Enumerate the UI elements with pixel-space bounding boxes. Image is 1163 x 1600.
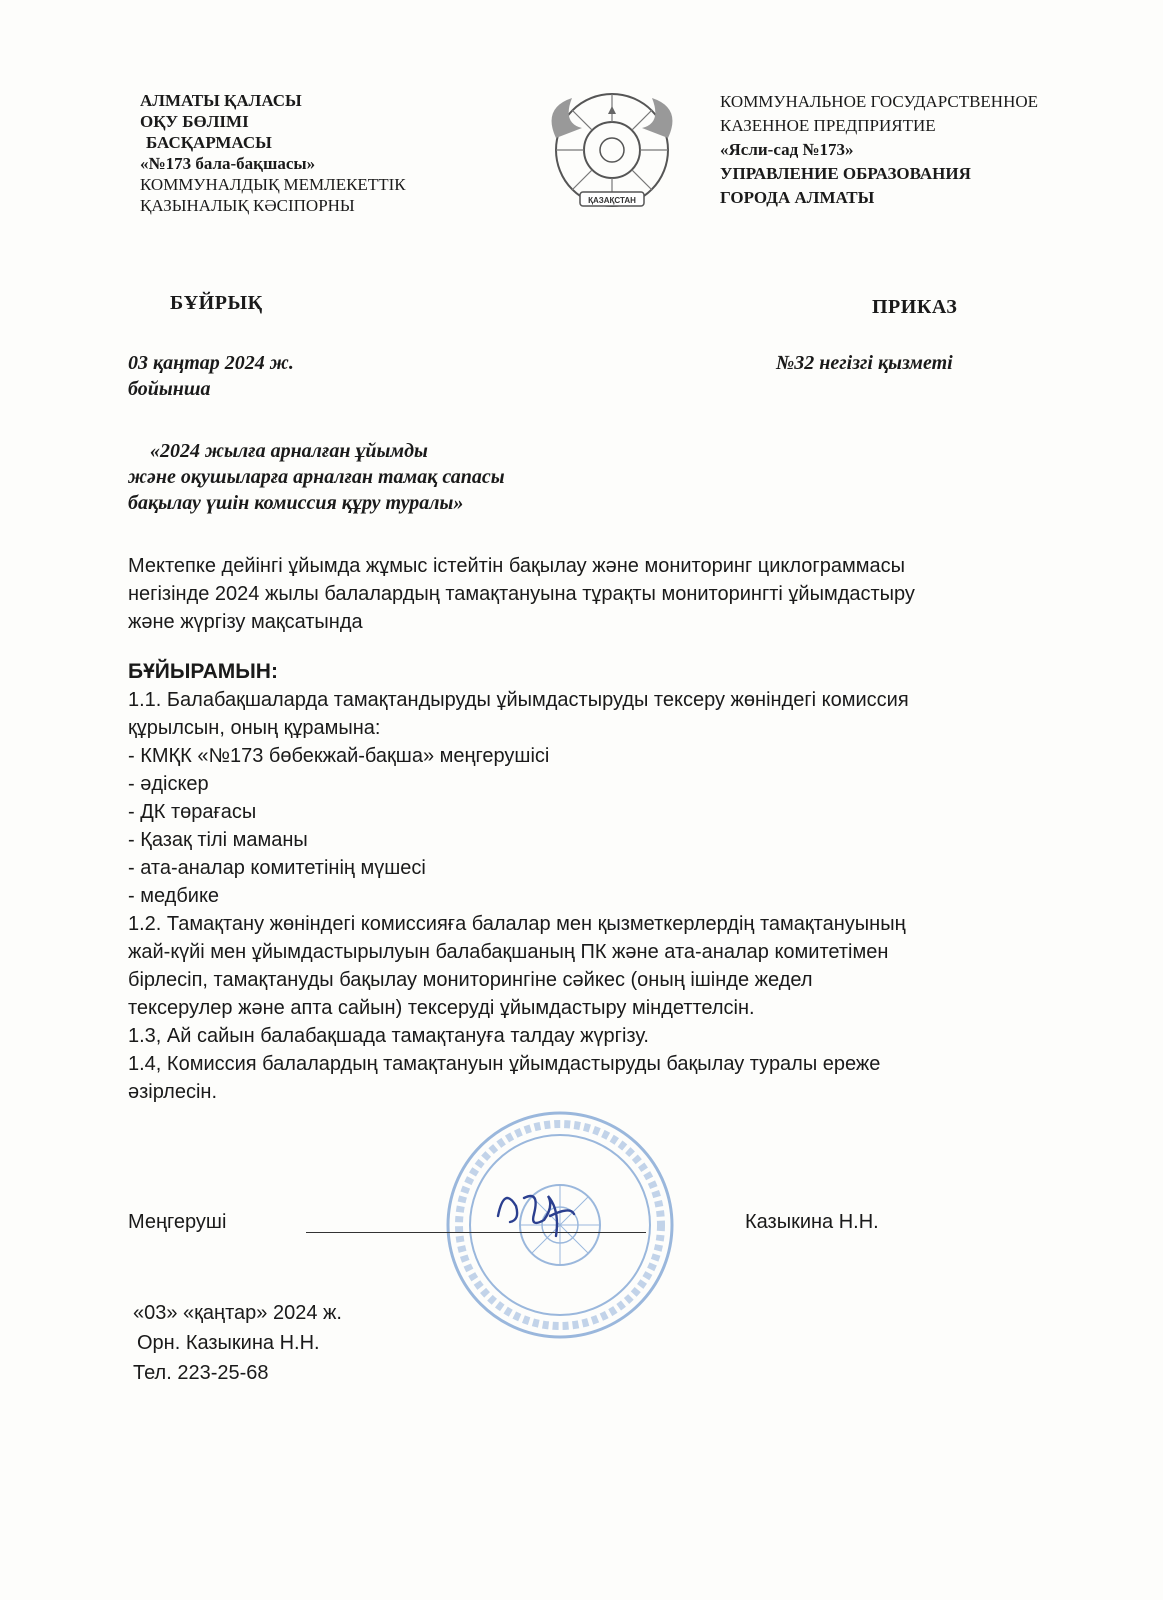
order-item: - Қазақ тілі маманы [128, 829, 308, 851]
signature-line [306, 1232, 646, 1233]
order-item: 1.2. Тамақтану жөніндегі комиссияға балалар мен қызметкерлердің тамақтануының [128, 913, 906, 935]
subject-line: бақылау үшін комиссия құру туралы» [128, 492, 464, 514]
header-right-line: ГОРОДА АЛМАТЫ [720, 188, 875, 207]
signature-row [128, 1208, 1108, 1238]
header-right-line: КОММУНАЛЬНОЕ ГОСУДАРСТВЕННОЕ [720, 92, 1039, 111]
header-left [140, 90, 406, 216]
handwritten-signature-icon [490, 1176, 580, 1246]
header-left-line: «№173 бала-бақшасы» [140, 154, 316, 173]
state-emblem [542, 88, 682, 218]
order-item: жай-күйі мен ұйымдастырылуын балабақшаның ПК және ата-аналар комитетімен [128, 941, 889, 963]
order-item: - ата-аналар комитетінің мүшесі [128, 857, 426, 879]
title-kazakh: БҰЙРЫҚ [170, 292, 263, 314]
header-left-line: БАСҚАРМАСЫ [146, 133, 272, 152]
preamble-line: және жүргізу мақсатында [128, 611, 363, 633]
order-item: тексерулер және апта сайын) тексеруді ұйымдастыру міндеттелсін. [128, 997, 755, 1019]
signature-name: Казыкина Н.Н. [745, 1211, 879, 1233]
preamble-line: Мектепке дейінгі ұйымда жұмыс істейтін бақылау және мониторинг циклограммасы [128, 555, 905, 577]
order-body [128, 552, 1108, 1106]
emblem-icon [542, 88, 682, 218]
order-item: - әдіскер [128, 773, 209, 795]
title-russian: ПРИКАЗ [872, 296, 958, 318]
order-item: - медбике [128, 885, 220, 907]
footer-phone: Тел. 223-25-68 [133, 1362, 269, 1384]
order-date-line: 03 қаңтар 2024 ж. [128, 352, 294, 374]
order-subject [128, 438, 505, 516]
order-item: 1.1. Балабақшаларда тамақтандыруды ұйымдастыруды тексеру жөніндегі комиссия [128, 689, 909, 711]
header-left-line: ОҚУ БӨЛІМІ [140, 112, 249, 131]
subject-line: және оқушыларға арналған тамақ сапасы [128, 466, 505, 488]
preamble-line: негізінде 2024 жылы балалардың тамақтануына тұрақты мониторингті ұйымдастыру [128, 583, 915, 605]
footer-date: «03» «қаңтар» 2024 ж. [133, 1302, 342, 1324]
order-item: - КМҚК «№173 бөбекжай-бақша» меңгерушісі [128, 745, 550, 767]
header-left-line: КОММУНАЛДЫҚ МЕМЛЕКЕТТІК [140, 175, 406, 194]
order-item: 1.4, Комиссия балалардың тамақтануын ұйымдастыруды бақылау туралы ереже [128, 1053, 881, 1075]
order-item: 1.3, Ай сайын балабақшада тамақтануға талдау жүргізу. [128, 1025, 649, 1047]
header-right-line: КАЗЕННОЕ ПРЕДПРИЯТИЕ [720, 116, 936, 135]
header-left-line: АЛМАТЫ ҚАЛАСЫ [140, 91, 302, 110]
order-number: №32 негізгі қызметі [776, 352, 953, 374]
order-item: құрылсын, оның құрамына: [128, 717, 381, 739]
header-left-line: ҚАЗЫНАЛЫҚ КӘСІПОРНЫ [140, 196, 355, 215]
emblem-text: ҚАЗАҚСТАН [588, 196, 636, 205]
order-item: бірлесіп, тамақтануды бақылау мониторингіне сәйкес (оның ішінде жедел [128, 969, 813, 991]
order-heading: БҰЙЫРАМЫН: [128, 660, 278, 683]
footer-executor: Орн. Казыкина Н.Н. [137, 1332, 320, 1354]
order-item: - ДК төрағасы [128, 801, 257, 823]
footer [133, 1298, 342, 1388]
order-date-line: бойынша [128, 378, 211, 400]
signature-role: Меңгеруші [128, 1211, 227, 1233]
order-date [128, 350, 294, 402]
header-right [720, 90, 1038, 210]
order-item: әзірлесін. [128, 1081, 218, 1103]
header-right-line: УПРАВЛЕНИЕ ОБРАЗОВАНИЯ [720, 164, 971, 183]
subject-line: «2024 жылға арналған ұйымды [150, 440, 428, 462]
header-right-line: «Ясли-сад №173» [720, 140, 854, 159]
